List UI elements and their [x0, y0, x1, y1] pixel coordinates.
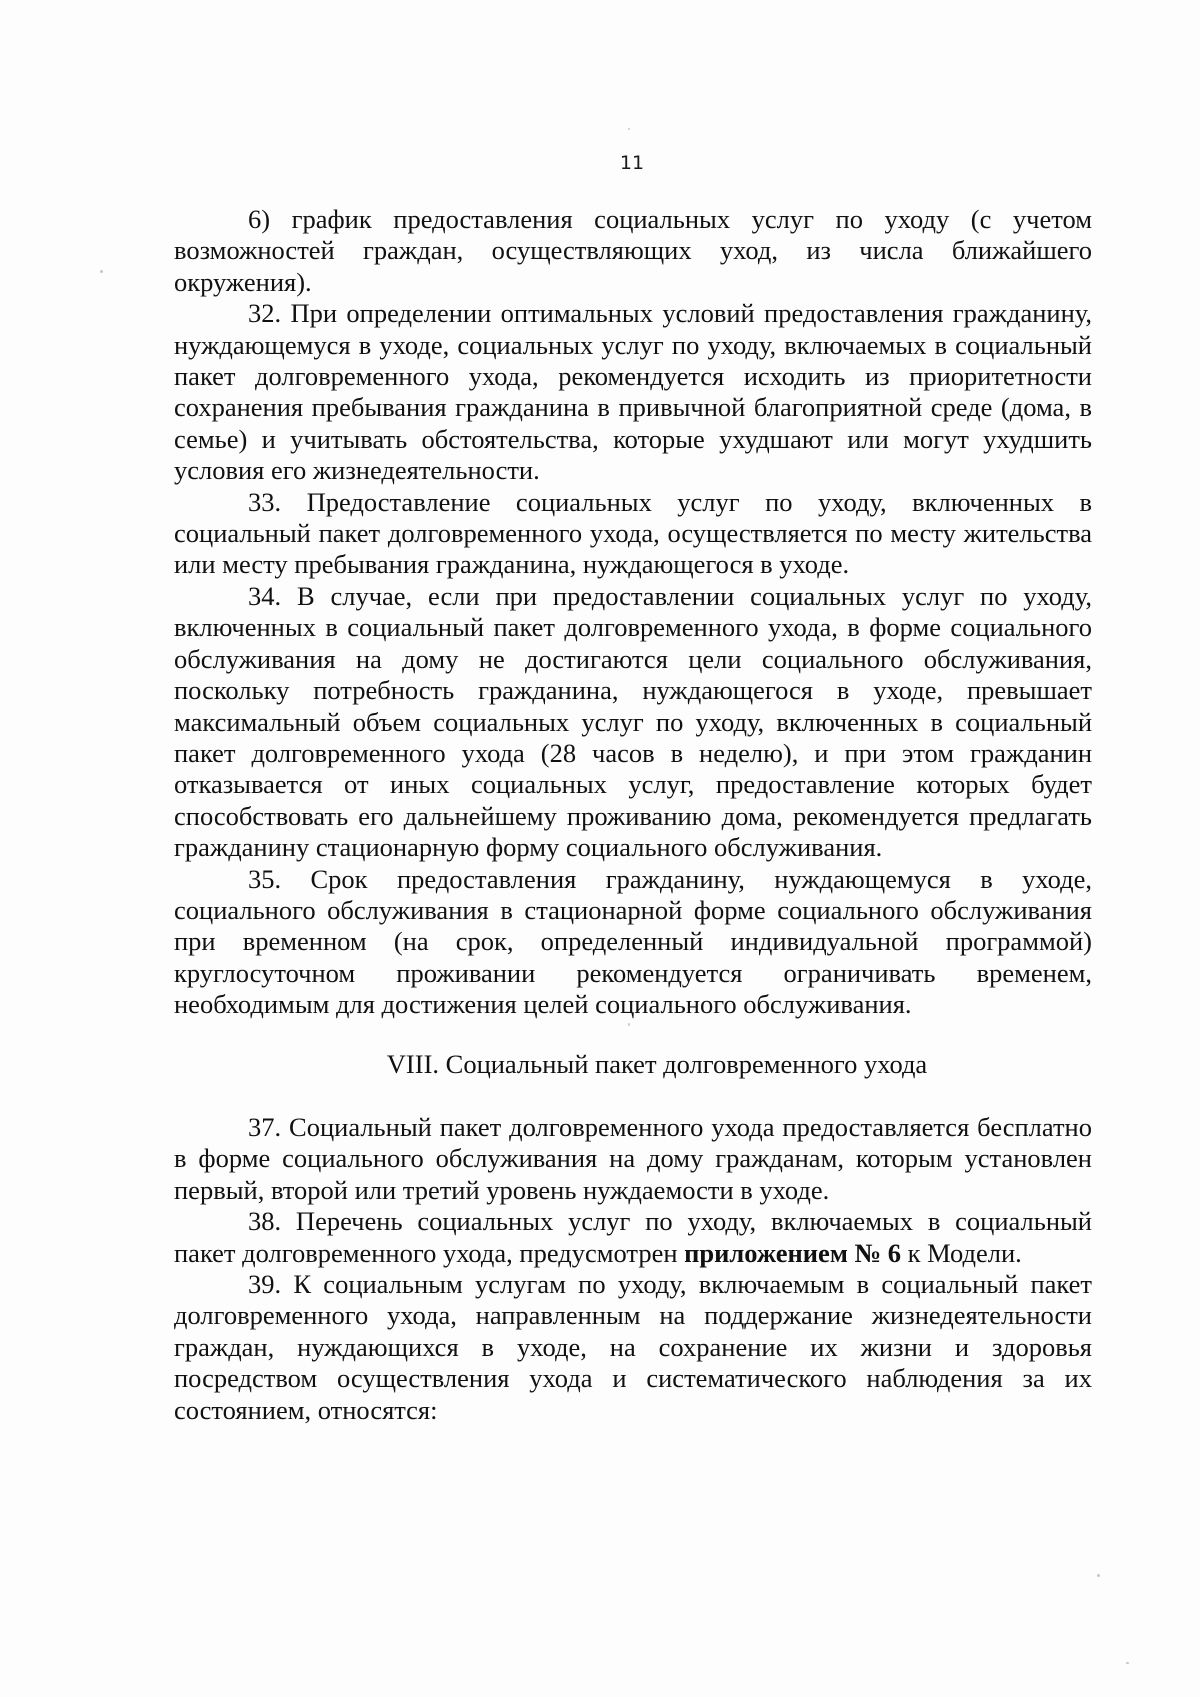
document-body: [174, 204, 1092, 1426]
scan-speck: [1126, 1662, 1129, 1664]
paragraph-38: [174, 1206, 1092, 1269]
paragraph-38-text-before: 38. Перечень социальных услуг по уходу, включаемых в социальный пакет долговременного ухода, предусмотрен: [174, 1206, 1092, 1268]
scan-speck: [628, 1023, 630, 1026]
paragraph-38-text-after: к Модели.: [901, 1237, 1022, 1268]
paragraph-item-6: 6) график предоставления социальных услуг по уходу (с учетом возможностей граждан, осуществляющих уход, из числа ближайшего окружения).: [174, 204, 1092, 297]
scan-speck: [628, 128, 630, 130]
paragraph-32: 32. При определении оптимальных условий предоставления гражданину, нуждающемуся в уходе, социальных услуг по уходу, включаемых в социальный пакет долговременного ухода, рекомендуется исходить из приоритетности сохранения пребывания гражданина в привычной благоприятной среде (дома, в семье) и учитывать обстоятельства, которые ухудшают или могут ухудшить условия его жизнедеятельности.: [174, 298, 1092, 486]
paragraph-39: 39. К социальным услугам по уходу, включаемым в социальный пакет долговременного ухода, направленным на поддержание жизнедеятельности граждан, нуждающихся в уходе, на сохранение их жизни и здоровья посредством осуществления ухода и систематического наблюдения за их состоянием, относятся:: [174, 1269, 1092, 1425]
paragraph-37: 37. Социальный пакет долговременного ухода предоставляется бесплатно в форме социального обслуживания на дому гражданам, которым установлен первый, второй или третий уровень нуждаемости в уходе.: [174, 1111, 1092, 1205]
section-heading: VIII. Социальный пакет долговременного ухода: [386, 1048, 928, 1079]
scan-speck: [100, 270, 103, 273]
paragraph-33: 33. Предоставление социальных услуг по уходу, включенных в социальный пакет долговременного ухода, осуществляется по месту жительства или месту пребывания гражданина, нуждающегося в уходе.: [174, 486, 1092, 580]
page-number: 11: [619, 152, 645, 174]
paragraph-35: 35. Срок предоставления гражданину, нуждающемуся в уходе, социального обслуживания в стационарной форме социального обслуживания при временном (на срок, определенный индивидуальной программой) круглосуточном проживании рекомендуется ограничивать временем, необходимым для достижения целей социального обслуживания.: [174, 863, 1092, 1020]
paragraph-34: 34. В случае, если при предоставлении социальных услуг по уходу, включенных в социальный пакет долговременного ухода, в форме социального обслуживания на дому не достигаются цели социального обслуживания, поскольку потребность гражданина, нуждающегося в уходе, превышает максимальный объем социальных услуг по уходу, включенных в социальный пакет долговременного ухода (28 часов в неделю), и при этом гражданин отказывается от иных социальных услуг, предоставление которых будет способствовать его дальнейшему проживанию дома, рекомендуется предлагать гражданину стационарную форму социального обслуживания.: [174, 580, 1092, 863]
appendix-reference: приложением № 6: [684, 1237, 901, 1268]
scan-speck: [1097, 1574, 1100, 1577]
